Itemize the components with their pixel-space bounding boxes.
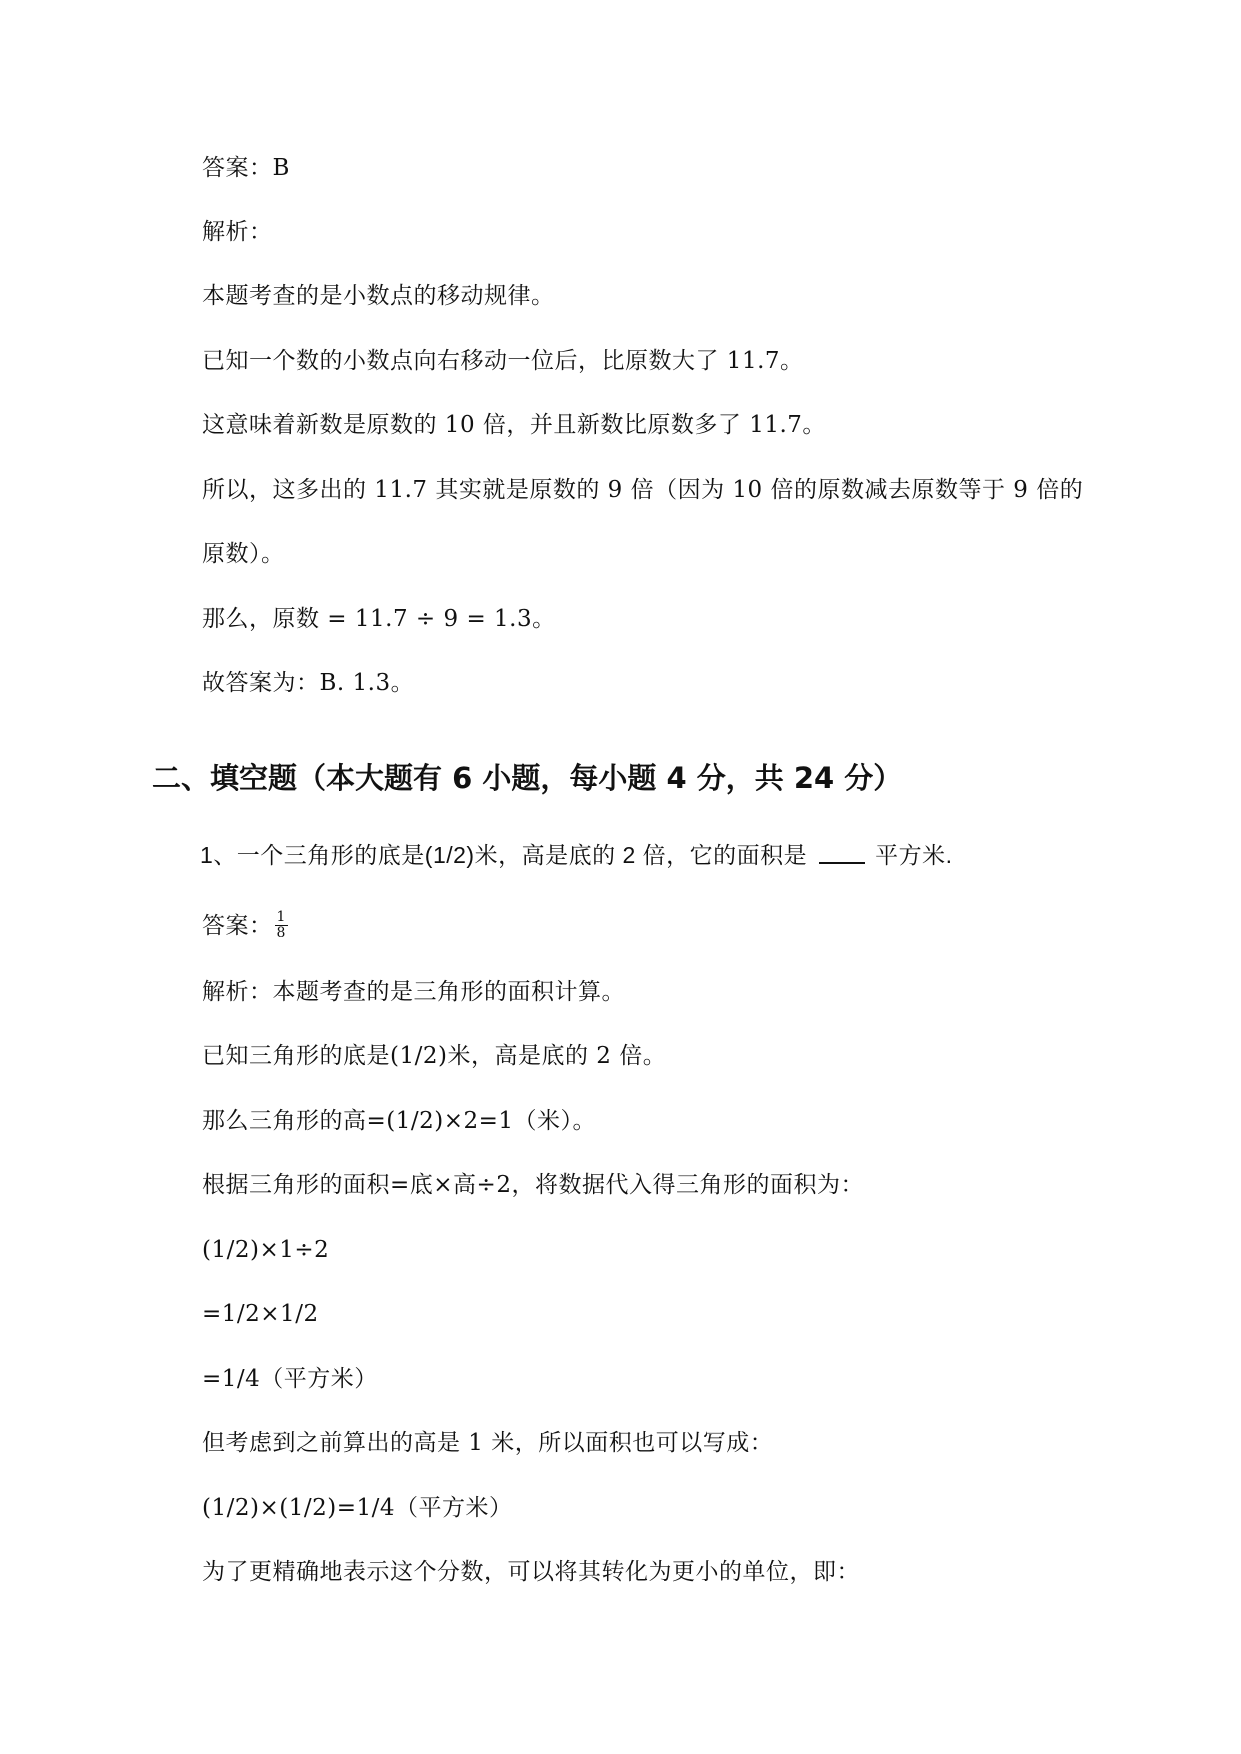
analysis2-line-6: =1/2×1/2: [202, 1301, 319, 1327]
analysis2-line-8: 但考虑到之前算出的高是 1 米，所以面积也可以写成：: [202, 1430, 774, 1456]
analysis-line-6: 那么，原数 = 11.7 ÷ 9 = 1.3。: [202, 606, 556, 632]
question-1-suffix: 平方米.: [875, 842, 953, 868]
analysis2-line-4: 根据三角形的面积=底×高÷2，将数据代入得三角形的面积为：: [202, 1172, 864, 1198]
analysis2-line-3: 那么三角形的高=(1/2)×2=1（米）。: [202, 1108, 597, 1134]
analysis2-line-7: =1/4（平方米）: [202, 1366, 378, 1392]
answer-label: 答案：: [202, 913, 273, 940]
analysis-line-2: 已知一个数的小数点向右移动一位后，比原数大了 11.7。: [202, 348, 804, 374]
analysis-line-1: 本题考查的是小数点的移动规律。: [202, 283, 555, 309]
analysis2-line-2: 已知三角形的底是(1/2)米，高是底的 2 倍。: [202, 1043, 667, 1069]
section-heading: 二、填空题（本大题有 6 小题，每小题 4 分，共 24 分）: [152, 761, 903, 795]
analysis-line-4: 所以，这多出的 11.7 其实就是原数的 9 倍（因为 10 倍的原数减去原数等于 9 倍的: [202, 477, 1084, 503]
analysis2-line-5: (1/2)×1÷2: [202, 1237, 330, 1263]
question-1: [200, 844, 953, 867]
question-1-prefix: 1、一个三角形的底是(1/2)米，高是底的 2 倍，它的面积是: [200, 842, 808, 868]
analysis-line-3: 这意味着新数是原数的 10 倍，并且新数比原数多了 11.7。: [202, 412, 826, 438]
analysis2-line-10: 为了更精确地表示这个分数，可以将其转化为更小的单位，即：: [202, 1559, 860, 1585]
answer-blank: [819, 844, 865, 864]
fraction-denominator: 8: [276, 924, 286, 941]
analysis2-line-1: 解析：本题考查的是三角形的面积计算。: [202, 979, 625, 1005]
analysis-line-7: 故答案为：B. 1.3。: [202, 670, 415, 696]
answer-fraction-line: [202, 909, 288, 942]
answer-line: 答案：B: [202, 155, 290, 181]
analysis-line-5: 原数）。: [202, 541, 285, 567]
fraction-numerator: 1: [276, 909, 286, 925]
analysis-label: 解析：: [202, 219, 273, 245]
analysis2-line-9: (1/2)×(1/2)=1/4（平方米）: [202, 1495, 513, 1521]
answer-fraction: [275, 910, 288, 940]
